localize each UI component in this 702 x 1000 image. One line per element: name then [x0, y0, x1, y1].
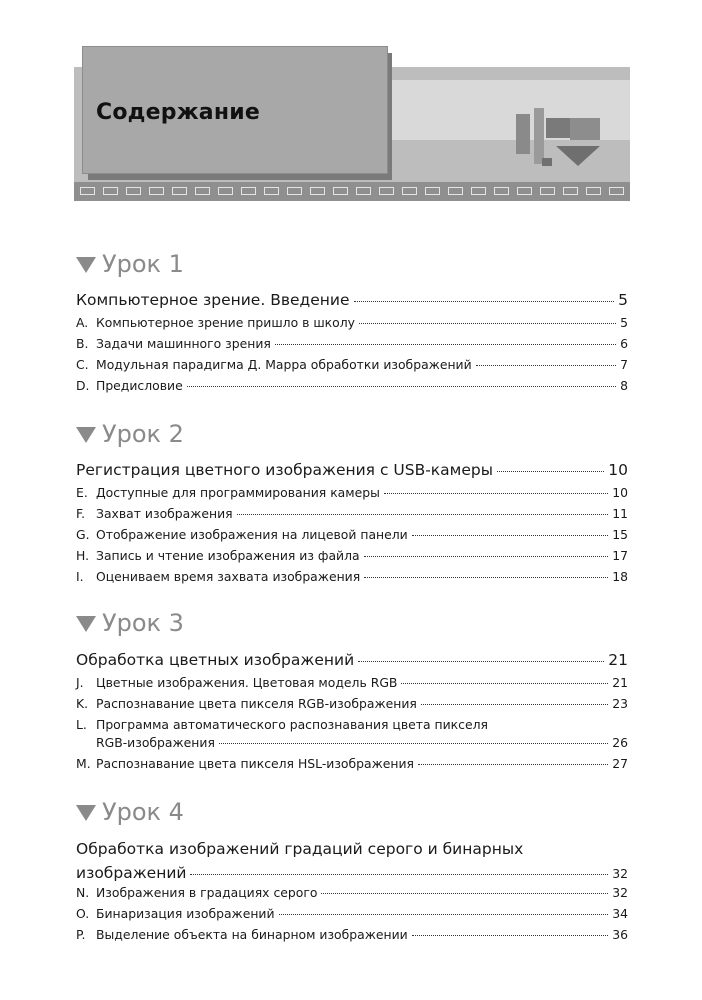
triangle-down-icon [76, 257, 96, 273]
entry-letter: I. [76, 569, 84, 584]
toc-entry[interactable] [76, 506, 628, 521]
dot-leader [476, 365, 616, 366]
dot-leader [401, 683, 608, 684]
entry-title: Модульная парадигма Д. Марра обработки изображений [96, 357, 472, 372]
entry-letter: B. [76, 336, 89, 351]
toc-entry[interactable] [76, 696, 628, 711]
entry-title: Отображение изображения на лицевой панели [96, 527, 408, 542]
dot-leader [187, 386, 616, 387]
film-hole [333, 187, 348, 195]
film-strip [74, 182, 630, 201]
entry-letter: F. [76, 506, 86, 521]
film-hole [149, 187, 164, 195]
film-hole [103, 187, 118, 195]
page-number: 8 [620, 378, 628, 393]
entry-letter: E. [76, 485, 88, 500]
entry-letter: D. [76, 378, 90, 393]
dot-leader [237, 514, 609, 515]
toc-entry[interactable] [76, 675, 628, 690]
toc-entry[interactable] [76, 357, 628, 372]
toc-entry[interactable] [76, 548, 628, 563]
dot-leader [412, 535, 608, 536]
film-hole [609, 187, 624, 195]
entry-title: Оцениваем время захвата изображения [96, 569, 361, 584]
chapter-title: Регистрация цветного изображения с USB-камеры [76, 461, 493, 479]
lesson-heading [76, 250, 184, 278]
page-number: 21 [612, 675, 628, 690]
entry-letter: N. [76, 885, 90, 900]
entry-letter: J. [76, 675, 84, 690]
dot-leader [321, 893, 608, 894]
lesson-heading [76, 798, 184, 826]
page-title: Содержание [96, 100, 260, 125]
page-number: 6 [620, 336, 628, 351]
film-hole [195, 187, 210, 195]
dot-leader [418, 764, 608, 765]
film-hole [425, 187, 440, 195]
film-hole [172, 187, 187, 195]
dot-leader [359, 323, 616, 324]
toc-entry[interactable] [76, 717, 628, 732]
entry-title: Выделение объекта на бинарном изображении [96, 927, 408, 942]
entry-letter: P. [76, 927, 86, 942]
lesson-heading-label: Урок 1 [102, 250, 184, 278]
film-hole [379, 187, 394, 195]
entry-letter: K. [76, 696, 89, 711]
chapter-entry-continuation[interactable] [76, 864, 628, 882]
page-number: 10 [608, 461, 628, 479]
toc-entry[interactable] [76, 906, 628, 921]
toc-entry[interactable] [76, 378, 628, 393]
chapter-title-continued: изображений [76, 864, 187, 882]
chapter-title: Обработка цветных изображений [76, 651, 355, 669]
film-hole [448, 187, 463, 195]
page-number: 5 [620, 315, 628, 330]
page-number: 32 [612, 885, 628, 900]
chapter-entry[interactable] [76, 840, 628, 858]
entry-letter: O. [76, 906, 90, 921]
entry-title: Программа автоматического распознавания цвета пикселя [96, 717, 488, 732]
film-hole [264, 187, 279, 195]
entry-letter: L. [76, 717, 87, 732]
entry-title: Распознавание цвета пикселя RGB-изображения [96, 696, 417, 711]
entry-title: Доступные для программирования камеры [96, 485, 380, 500]
film-hole [241, 187, 256, 195]
page-number: 27 [612, 756, 628, 771]
triangle-down-icon [76, 427, 96, 443]
page-number: 26 [612, 735, 628, 750]
entry-letter: C. [76, 357, 89, 372]
film-hole [310, 187, 325, 195]
chapter-title: Обработка изображений градаций серого и бинарных [76, 840, 524, 858]
page-number: 34 [612, 906, 628, 921]
chapter-entry[interactable] [76, 651, 628, 669]
film-hole [356, 187, 371, 195]
film-hole [287, 187, 302, 195]
dot-leader [358, 661, 604, 662]
film-hole [586, 187, 601, 195]
film-hole [563, 187, 578, 195]
entry-title-continued: RGB-изображения [96, 735, 215, 750]
dot-leader [190, 874, 608, 875]
entry-letter: G. [76, 527, 90, 542]
lesson-heading-label: Урок 4 [102, 798, 184, 826]
toc-entry[interactable] [76, 485, 628, 500]
page-number: 18 [612, 569, 628, 584]
toc-entry[interactable] [76, 756, 628, 771]
film-hole [402, 187, 417, 195]
lesson-heading [76, 609, 184, 637]
entry-title: Бинаризация изображений [96, 906, 275, 921]
page-number: 7 [620, 357, 628, 372]
triangle-down-icon [76, 616, 96, 632]
film-hole [517, 187, 532, 195]
film-hole [471, 187, 486, 195]
dot-leader [497, 471, 604, 472]
dot-leader [354, 301, 615, 302]
triangle-down-icon [76, 805, 96, 821]
page-number: 10 [612, 485, 628, 500]
entry-letter: A. [76, 315, 89, 330]
page-number: 21 [608, 651, 628, 669]
entry-title: Задачи машинного зрения [96, 336, 271, 351]
entry-title: Цветные изображения. Цветовая модель RGB [96, 675, 398, 690]
entry-letter: H. [76, 548, 90, 563]
dot-leader [364, 556, 609, 557]
film-hole [494, 187, 509, 195]
dot-leader [219, 743, 608, 744]
lesson-heading-label: Урок 2 [102, 420, 184, 448]
film-hole [126, 187, 141, 195]
toc-entry[interactable] [76, 315, 628, 330]
entry-title: Распознавание цвета пикселя HSL-изображения [96, 756, 414, 771]
dot-leader [279, 914, 609, 915]
page-number: 32 [612, 866, 628, 881]
toc-entry[interactable] [76, 336, 628, 351]
chapter-title: Компьютерное зрение. Введение [76, 291, 350, 309]
toc-entry[interactable] [76, 885, 628, 900]
dot-leader [421, 704, 608, 705]
page-number: 11 [612, 506, 628, 521]
film-hole [218, 187, 233, 195]
entry-title: Предисловие [96, 378, 183, 393]
toc-entry[interactable] [76, 927, 628, 942]
entry-title: Запись и чтение изображения из файла [96, 548, 360, 563]
dot-leader [364, 577, 608, 578]
lesson-heading [76, 420, 184, 448]
entry-title: Изображения в градациях серого [96, 885, 318, 900]
page-number: 15 [612, 527, 628, 542]
page-number: 5 [618, 291, 628, 309]
chapter-entry[interactable] [76, 291, 628, 309]
page-number: 23 [612, 696, 628, 711]
entry-title: Захват изображения [96, 506, 233, 521]
page-number: 17 [612, 548, 628, 563]
page-number: 36 [612, 927, 628, 942]
film-hole [80, 187, 95, 195]
entry-title: Компьютерное зрение пришло в школу [96, 315, 355, 330]
toc-entry-continuation[interactable] [76, 735, 628, 750]
dot-leader [275, 344, 616, 345]
entry-letter: M. [76, 756, 91, 771]
toc-entry[interactable] [76, 569, 628, 584]
toc-entry[interactable] [76, 527, 628, 542]
dot-leader [412, 935, 608, 936]
play-logo-icon [516, 108, 604, 172]
dot-leader [384, 493, 608, 494]
chapter-entry[interactable] [76, 461, 628, 479]
film-hole [540, 187, 555, 195]
lesson-heading-label: Урок 3 [102, 609, 184, 637]
